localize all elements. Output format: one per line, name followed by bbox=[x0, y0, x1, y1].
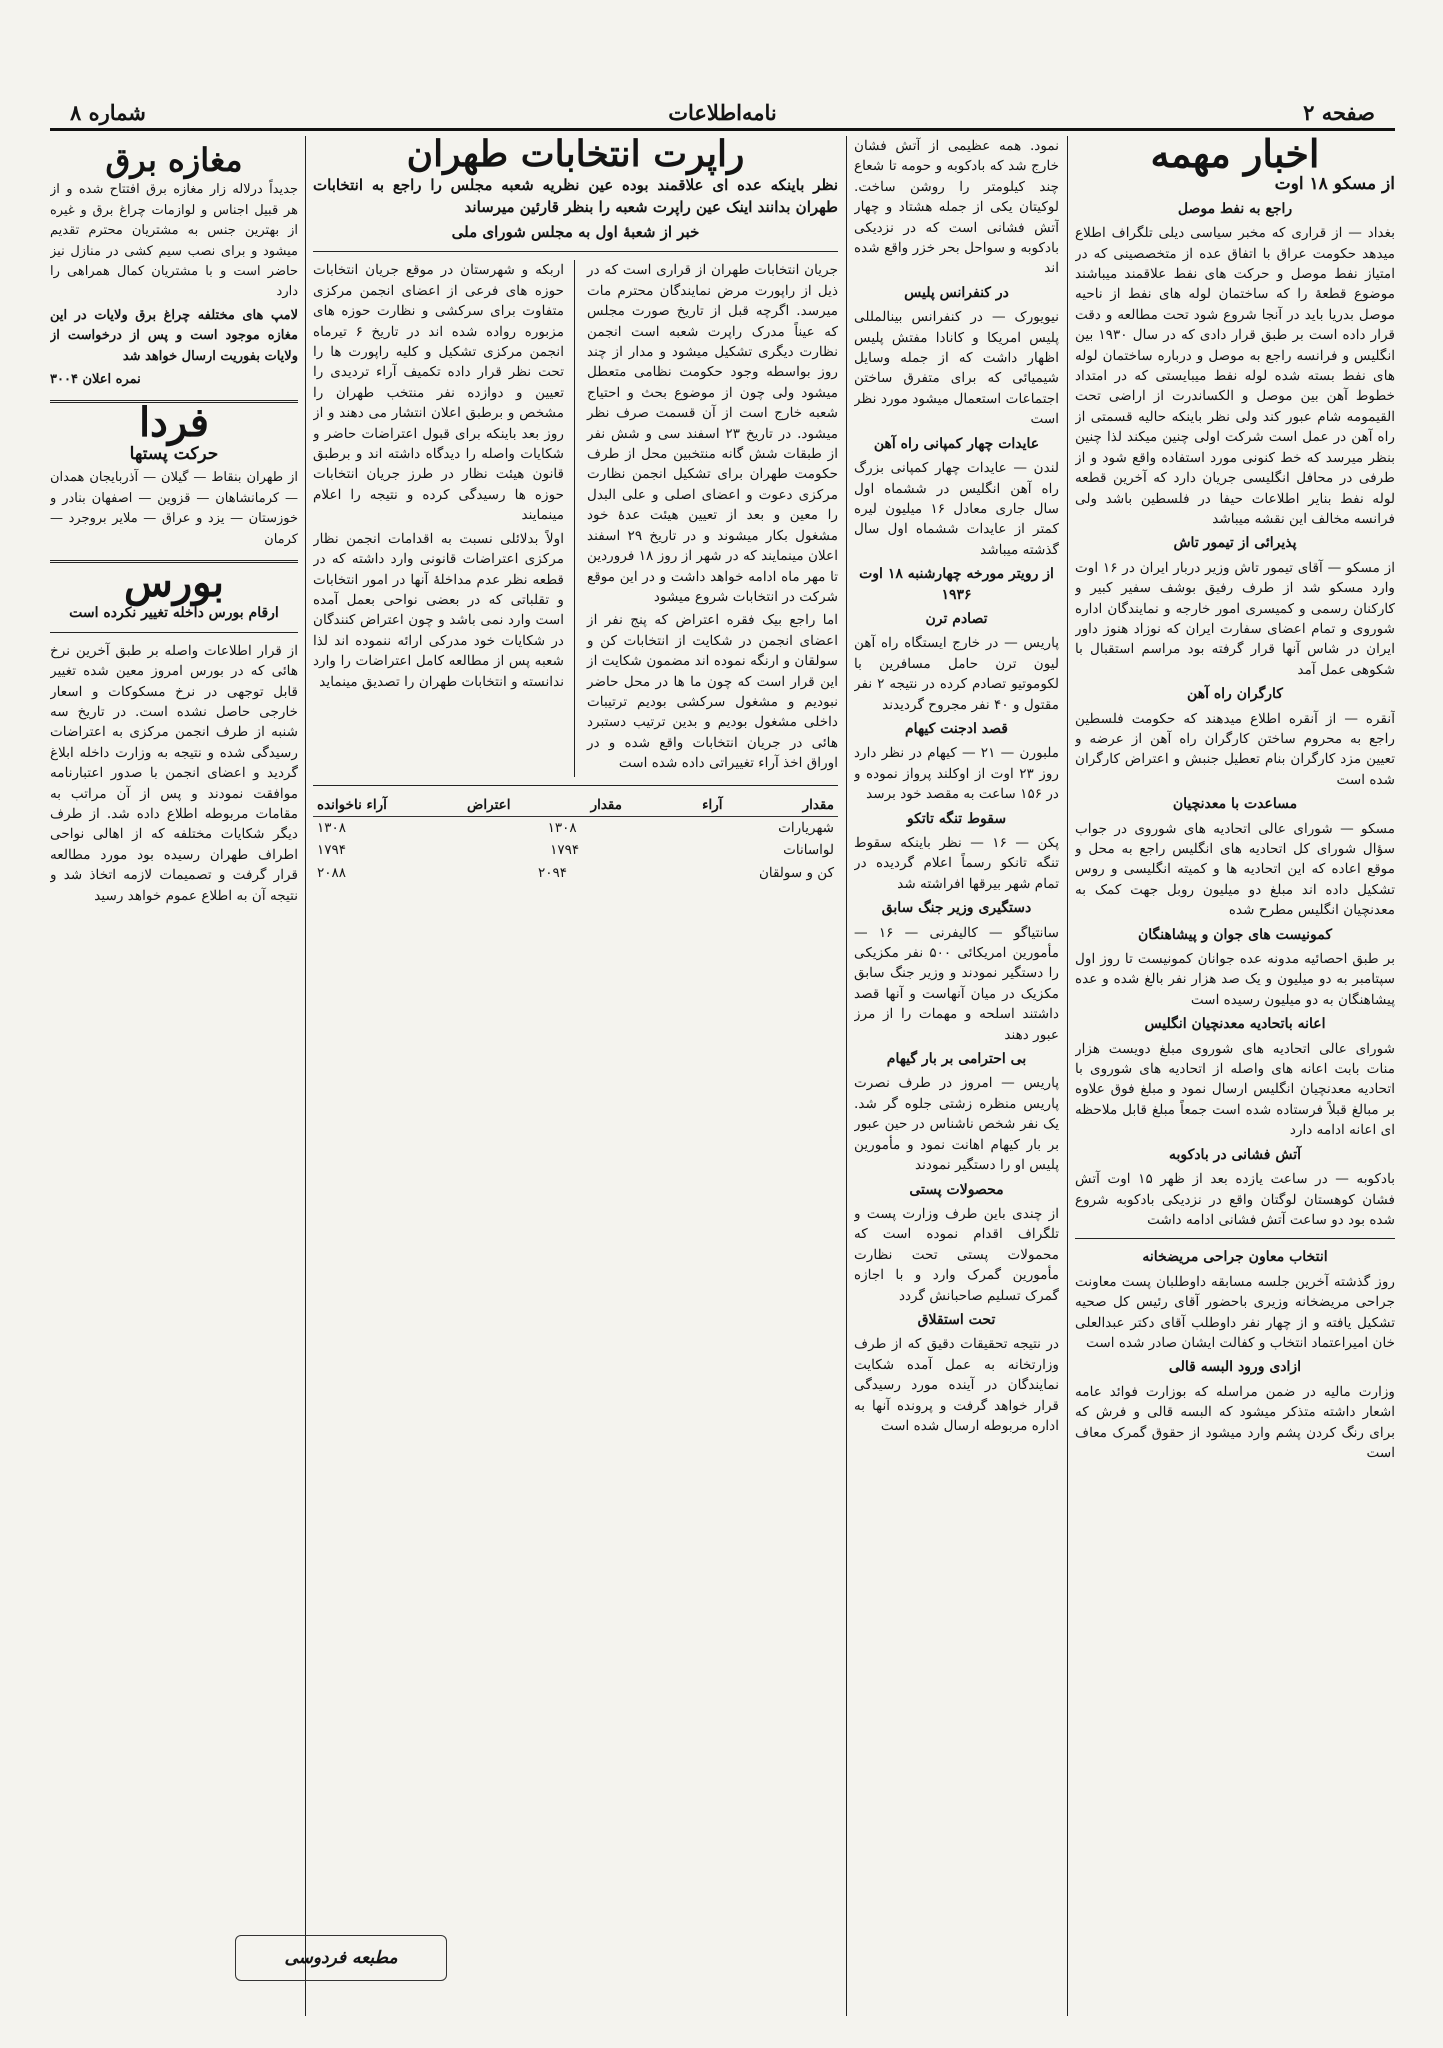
article-body: وزارت مالیه در ضمن مراسله که بوزارت فوائد عامه اشعار داشته متذکر میشود که البسه قالی و فرش که برای رنگ کردن پشم وارد میشود از حقوق گمرک معاف است bbox=[1075, 1383, 1395, 1461]
row-label: کن و سولقان bbox=[758, 864, 834, 881]
row-value: ۲۰۹۴ bbox=[537, 864, 567, 881]
article-heading: پذیرائی از تیمور تاش bbox=[1173, 535, 1297, 552]
article-heading: راجع به نفط موصل bbox=[1177, 200, 1293, 217]
header-cell: مقدار bbox=[802, 796, 834, 813]
header-cell: آراء ناخوانده bbox=[317, 796, 387, 813]
table-row bbox=[313, 839, 838, 861]
masthead bbox=[50, 98, 1395, 131]
article-body: بغداد — از قراری که مخبر سیاسی دیلی تلگراف اطلاع میدهد حکومت عراق با اتفاق عده از متخصصینی که در امتیاز نفط موصل و حرکت های نفط علاقمند میباشند موضوع قطعهٔ را که ساختمان لوله های نفط از ناحیه موصل بدریا باید در آنجا شروع شود تحت مطالعه و دقت قرار داده است بر طبق قرار دادی که در سال ۱۹۳۰ بین انگلیس و فرانسه راجع به موصل و درباره ساختمان لوله های نفط بسته شده لوله نفط میبایستی که در امتداد خطوط آهن بین موصل و الکساندرت از اراضی تحت القیمومه شام عبور کند ولی نظر باینکه حالیه قسمتی از راه آهن در عمل است شرکت اولی چنین میکند لذا چنین بنظر میرسد که خط کنونی مورد استفاده واقع شود و از طرفی در محافل انگلیسی جریان دارد که آخرین قطعه لوله نفط بنایر اطلاعات حیفا در فلسطین باشد ولی فرانسه مخالف این نقشه میباشد bbox=[1075, 225, 1395, 527]
section-body: از قرار اطلاعات واصله بر طبق آخرین نرخ هائی که در بورس امروز معین شده تغییر قابل توجهی در نرخ مسکوکات و اسعار خارجی حاصل نشده است. در تاریخ سه شنبه از طرف انجمن مرکزی به اعتراضات رسیدگی شده و نتیجه به وزارت داخله ابلاغ گردید و اعضای انجمن با صدور اعتبارنامه موافقت نمودند و پس از آن مراتب به مقامات مربوطه اطلاع داده شد. از طرف دیگر شکایات مختلفه که از اهالی نواحی اطراف طهران رسیده بود مورد مطالعه قرار گرفت و تصمیمات لازمه اتخاذ شد و نتیجه آن به اطلاع عموم خواهد رسید bbox=[50, 642, 298, 904]
article-body: اربکه و شهرستان در موقع جریان انتخابات حوزه های فرعی از اعضای انجمن مرکزی متفاوت برای سرکشی و نظارت حوزه های مزبوره رواده شده اند در تاریخ ۶ تیرماه انجمن مرکزی تشکیل و کلیه راپورت ها را تحت نظر قرار داده تکمیف آراء تردیدی را تعیین و دوازده نفر منتخب طهران را مشخص و برطبق اعلان انتشار می دهند و از روز بعد باینکه برای قبول اعتراضات حاضر و شکایات واصله را دیدگاه داشته اند و برطبق قانون هیئت نظار در طرز جریان انتخابات حوزه ها رسیدگی کرده و نتیجه را اعلام مینمایند bbox=[313, 262, 564, 524]
vote-table-header bbox=[313, 794, 838, 817]
article-title: راپرت انتخابات طهران bbox=[406, 136, 745, 175]
article-body: ملبورن — ۲۱ — کیهام در نظر دارد روز ۲۳ اوت از اوکلند پرواز نموده و در ۱۵۶ ساعت به مقصد خود برسد bbox=[854, 745, 1059, 803]
article-heading: تصادم ترن bbox=[925, 610, 988, 627]
article-body: پکن — ۱۶ — نظر باینکه سقوط تنگه تانکو رسماً اعلام گردیده در تمام شهر بیرقها افراشته شد bbox=[854, 835, 1059, 892]
article-heading: تحت استقلاق bbox=[917, 1311, 996, 1328]
article-heading: انتخاب معاون جراحی مریضخانه bbox=[1142, 1249, 1328, 1266]
article-body: بادکوبه — در ساعت یازده بعد از ظهر ۱۵ اوت آتش فشان کوهستان لوگتان واقع در نزدیکی بادکوبه شروع شده بود دو ساعت آتش فشانی ادامه داشت bbox=[1075, 1171, 1395, 1228]
article-heading: اعانه باتحادیه معدنچیان انگلیس bbox=[1144, 1016, 1326, 1033]
vote-table bbox=[313, 794, 838, 885]
row-value: ۱۷۹۴ bbox=[317, 842, 347, 859]
column-rule bbox=[1067, 136, 1068, 2016]
report-subcolumn-right bbox=[587, 260, 838, 776]
article-body: از مسکو — آقای تیمور تاش وزیر دربار ایران در ۱۶ اوت وارد مسکو شد از طرف رفیق بوشف سفیر کبیر و کارکنان رسمی و کمیسری امور خارجه و نمایندگان اداره شوروی و تمام اعضای سفارت ایران که نوزاد هنوز داور ایران در شاس آنها قرار گرفته بود مراسم استقبال با شکوهی عمل آمد bbox=[1075, 559, 1395, 678]
column-election-report bbox=[313, 136, 838, 2016]
ad-title: مغازه برق bbox=[105, 141, 243, 179]
article-heading: کمونیست های جوان و پیشاهنگان bbox=[1137, 926, 1333, 943]
column-rule bbox=[846, 136, 847, 2016]
divider bbox=[313, 785, 838, 786]
article-body: پاریس — امروز در طرف نصرت پاریس منظره زشتی جلوه گر شد. یک نفر شخص ناشناس در حین عبور بر بار کیهام اهانت نمود و مأمورین پلیس او را دستگیر نمودند bbox=[854, 1075, 1059, 1174]
article-heading: دستگیری وزیر جنگ سابق bbox=[881, 900, 1032, 917]
article-body: نمود. همه عظیمی از آتش فشان خارج شد که بادکوبه و حومه تا شعاع چند کیلومتر را روشن ساخت. لوکیتان یکی از جمله هشتاد و چهار آتش فشانی است که در نزدیکی بادکوبه و سواحل بحر خزر واقع شده اند bbox=[854, 138, 1059, 277]
issue-number: شماره ۸ bbox=[70, 100, 146, 125]
section-subtitle: ارقام بورس داخله تغییر نکرده است bbox=[69, 605, 279, 622]
article-heading: ازادی ورود البسه قالی bbox=[1168, 1359, 1302, 1376]
article-heading: قصد ادجنت کیهام bbox=[905, 720, 1008, 737]
article-lead: نظر باینکه عده ای علاقمند بوده عین نظریه شعبه مجلس را راجع به انتخابات طهران بدانند اینک عین راپرت شعبه را بنظر قارئین میرساند bbox=[313, 176, 838, 217]
dateline: از مسکو ۱۸ اوت bbox=[1274, 174, 1395, 195]
printer-name: مطبعه فردوسی bbox=[284, 1948, 398, 1968]
article-body: آنقره — از آنقره اطلاع میدهند که حکومت فلسطین راجع به محروم ساختن کارگران راه آهن از عرضه و تعیین مزد کارگران بنام تعطیل جنبش و اعتراض کارگران شده است bbox=[1075, 710, 1395, 788]
header-cell: آراء bbox=[702, 796, 723, 813]
column-rule bbox=[305, 136, 306, 2016]
article-heading: بی احترامی بر بار گیهام bbox=[886, 1051, 1027, 1068]
article-body: جریان انتخابات طهران از قراری است که در ذیل از راپورت مرض نمایندگان محترم مات میرسد. اگرچه قبل از تاریخ صورت مجلس که عیناً مدرک راپرت شعبه است انجمن نظارت دیگری تشکیل میشود و مدار از چند روز بواسطه وجود حکومت نظامی متعطل میشود ولی چون از موضوع بحث و احتیاج شعبه خارج است از آن قسمت صرف نظر میشود. در تاریخ ۲۳ اسفند سی و شش نفر از طبقات شش گانه منتخبین محل از طرف حکومت طهران برای تشکیل انجمن نظارت مرکزی دعوت و اعضای اصلی و علی البدل را معین و بعد از تعیین هیئت عدهٔ خود مشغول بکار میشوند و در تاریخ ۲۹ اسفند اعلان مینمایند که در شهر از روز ۱۸ فروردین تا مهر ماه ادامه خواهد داشت و در این موقع شرکت در انتخابات شروع میشود bbox=[587, 262, 838, 605]
section-body: از طهران بنقاط — گیلان — آذربایجان همدان — کرمانشاهان — قزوین — اصفهان بنادر و خوزستان — یزد و عراق — ملایر بروجرد — کرمان bbox=[50, 470, 298, 547]
article-body: اولاً بدلائلی نسبت به اقدامات انجمن نظار مرکزی اعتراضات قانونی وارد داشته که در قطعه نظر عدم مداخلهٔ آنها در امور انتخابات و تقلباتی که در بعضی نواحی بعمل آمده است وارد نمی باشد و چون اعتراض کنندگان در شکایات خود مدرکی ارائه ننموده اند لذا شعبه پس از مطالعه کامل اعتراضات را وارد ندانسته و انتخابات طهران را تصدیق مینماید bbox=[313, 530, 564, 690]
article-body: شورای عالی اتحادیه های شوروی مبلغ دویست هزار منات بابت اعانه های واصله از اتحادیه های شوروی با اتحادیه معدنچیان انگلیس ارسال نمود و مبلغ فوق علاوه بر مبالغ قبلاً فرستاده شده است جمعاً مبلغ قابل ملاحظه ای اعانه ادامه دارد bbox=[1075, 1040, 1395, 1139]
article-heading: عایدات چهار کمپانی راه آهن bbox=[873, 435, 1040, 452]
article-heading: در کنفرانس پلیس bbox=[904, 284, 1009, 301]
article-heading: محصولات پستی bbox=[909, 1181, 1004, 1198]
row-value: ۱۳۰۸ bbox=[317, 819, 347, 836]
section-title: بورس bbox=[124, 558, 224, 606]
article-body: سانتیاگو — کالیفرنی — ۱۶ — مأمورین امریکائی ۵۰۰ نفر مکزیکی را دستگیر نمودند و وزیر جنگ سابق مکزیک در میان آنهاست و آنها قصد داشتند اسلحه و مهمات را از مرز عبور دهند bbox=[854, 924, 1059, 1043]
column-wire-news bbox=[854, 136, 1059, 2016]
row-label: شهریارات bbox=[778, 819, 834, 836]
article-body: پاریس — در خارج ایستگاه راه آهن لیون ترن حامل مسافرین با لکوموتیو تصادم کرده در نتیجه ۲ نفر مقتول و ۴۰ نفر مجروح گردیدند bbox=[854, 635, 1059, 713]
article-body: روز گذشته آخرین جلسه مسابقه داوطلبان پست معاونت جراحی مریضخانه وزیری باحضور آقای رئیس کل صحیه تشکیل یافته و از چهار نفر داوطلب آقای دکتر عبدالعلی خان امیراعتماد انتخاب و کفالت ایشان صادر شده است bbox=[1075, 1273, 1395, 1351]
article-body: مسکو — شورای عالی اتحادیه های شوروی در جواب سؤال شورای کل اتحادیه های انگلیس راجع به محل و موقع اعاده که این اتحادیه ها و کمیته انگلیسی و روس تشکیل داده اند مبلغ دو میلیون روبل جهت کمک به معدنچیان انگلیس مطرح شده bbox=[1075, 820, 1395, 919]
report-subcolumns bbox=[313, 260, 838, 776]
divider bbox=[50, 632, 298, 633]
paper-name: نامه‌اطلاعات bbox=[668, 100, 777, 125]
report-subcolumn-left bbox=[313, 260, 575, 776]
row-value: ۲۰۸۸ bbox=[317, 864, 347, 881]
article-body: لندن — عایدات چهار کمپانی بزرگ راه آهن انگلیس در ششماه اول سال جاری معادل ۱۶ میلیون لیره کمتر از عایدات ششماه اول سال گذشته میباشد bbox=[854, 460, 1059, 558]
column-news-summary bbox=[1075, 136, 1395, 2016]
ad-body: لامپ های مختلفه چراغ برق ولایات در این مغازه موجود است و پس از درخواست از ولایات بفوریت ارسال خواهد شد bbox=[50, 307, 298, 364]
table-row bbox=[313, 862, 838, 884]
article-body: از چندی باین طرف وزارت پست و تلگراف اقدام نموده است که محمولات پستی تحت نظارت مأمورین گمرک وارد و با اجازه گمرک تسلیم صاحبانش گردد bbox=[854, 1205, 1059, 1304]
page-number: صفحه ۲ bbox=[1303, 100, 1375, 125]
header-cell: مقدار bbox=[590, 796, 622, 813]
row-label: لواسانات bbox=[783, 842, 834, 859]
section-subtitle: حرکت پستها bbox=[129, 443, 219, 464]
row-value: ۱۷۹۴ bbox=[550, 842, 580, 859]
article-heading: آتش فشانی در بادکوبه bbox=[1169, 1146, 1301, 1163]
table-row bbox=[313, 817, 838, 839]
article-heading: کارگران راه آهن bbox=[1187, 686, 1283, 703]
printer-logo bbox=[235, 1935, 447, 1981]
dateline: از رویتر مورخه چهارشنبه ۱۸ اوت ۱۹۳۶ bbox=[859, 566, 1054, 603]
article-heading: مساعدت با معدنچیان bbox=[1172, 796, 1298, 813]
row-value: ۱۳۰۸ bbox=[547, 819, 577, 836]
article-body: در نتیجه تحقیقات دقیق که از طرف وزارتخانه به عمل آمده شکایت نمایندگان در آینده مورد رسیدگی قرار خواهد گرفت و پرونده آنها به اداره مربوطه ارسال شده است bbox=[854, 1336, 1059, 1434]
divider bbox=[313, 251, 838, 252]
article-body: بر طبق احصائیه مدونه عده جوانان کمونیست تا روز اول سپتامبر به دو میلیون و یک صد هزار نفر بالغ شده و عده پیشاهنگان به دو میلیون رسیده است bbox=[1075, 951, 1395, 1008]
section-title: اخبار مهمه bbox=[1150, 136, 1320, 176]
article-heading: سقوط تنگه تاتکو bbox=[906, 810, 1007, 827]
article-body: اما راجع بیک فقره اعتراض که پنج نفر از اعضای انجمن در شکایت از انتخابات کن و سولقان و ارنگه نموده اند مضمون شکایت از این قرار است که چون ما ها در محل حاضر نبودیم و مشغول سرکشی بودیم ترتیبات داخلی مشغول بودیم و بدین ترتیب دستبرد هائی در جریان انتخابات واقع شده و در اوراق اخذ آراء تغییراتی داده شده است bbox=[587, 612, 838, 772]
divider bbox=[1075, 1238, 1395, 1239]
ad-body: جدیداً درلاله زار مغازه برق افتتاح شده و از هر قبیل اجناس و لوازمات چراغ برق و غیره از بهترین جنس به مشتریان محترم تقدیم میشود و برای نصب سیم کشی در منازل نیز حاضر است و با مشتریان کمال همراهی را دارد bbox=[50, 182, 298, 300]
article-body: نیویورک — در کنفرانس بینالمللی پلیس امریکا و کانادا مفتش پلیس اظهار داشت که از جمله وسایل شیمیائی که برای متفرق ساختن اجتماعات استعمال میشود مورد نظر است bbox=[854, 309, 1059, 428]
article-lead-sub: خبر از شعبهٔ اول به مجلس شورای ملی bbox=[451, 223, 700, 242]
header-cell: اعتراض bbox=[467, 796, 511, 813]
section-title: فردا bbox=[138, 399, 210, 447]
ad-reference: نمره اعلان ۳۰۰۴ bbox=[50, 372, 141, 388]
column-ads bbox=[50, 136, 298, 1916]
